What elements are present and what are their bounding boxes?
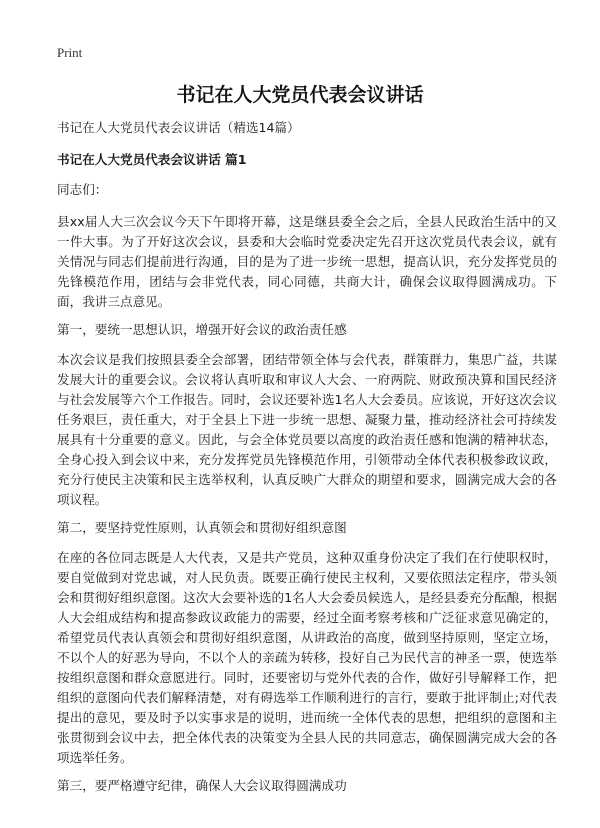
section-2-body: 在座的各位同志既是人大代表，又是共产党员，这种双重身份决定了我们在行使职权时，要自觉做到对党忠诚，对人民负责。既要正确行使民主权利，又要依照法定程序，带头领会和贯彻好组织意图。这次大会要补选的1名人大会委员候选人，是经县委充分酝酿，根据人大会组成结构和提高参政议政能力的需要，经过全面考察考核和广泛征求意见确定的，希望党员代表认真领会和贯彻好组织意图，从讲政治的高度，做到坚持原则，坚定立场，不以个人的好恶为导向，不以个人的亲疏为转移，投好自己为民代言的神圣一票，使选举按组织意图和群众意愿进行。同时，还要密切与党外代表的合作，做好引导解释工作，把组织的意图向代表们解释清楚，对有碍选举工作顺利进行的言行，要敢于批评制止;对代表提出的意见，要及时予以实事求是的说明，进而统一全体代表的思想，把组织的意图和主张贯彻到会议中去，把全体代表的决策变为全县人民的共同意志，确保圆满完成大会的各项选举任务。 — [57, 550, 557, 765]
section-1-body: 本次会议是我们按照县委全会部署，团结带领全体与会代表，群策群力，集思广益，共谋发展大计的重要会议。会议将认真听取和审议人大会、一府两院、财政预决算和国民经济与社会发展等六个工作报告。同时，会议还要补选1名人大会委员。应该说，开好这次会议任务艰巨，责任重大，对于全县上下进一步统一思想、凝聚力量，推动经济社会可持续发展具有十分重要的意义。因此，与会全体党员要以高度的政治责任感和饱满的精神状态，全身心投入到会议中来，充分发挥党员先锋模范作用，引领带动全体代表积极参政议政，充分行使民主决策和民主选举权利，认真反映广大群众的期望和要求，圆满完成大会的各项议程。 — [57, 352, 557, 507]
section-3-title: 第三，要严格遵守纪律，确保人大会议取得圆满成功 — [57, 778, 347, 793]
greeting: 同志们： — [57, 182, 108, 197]
document-body — [57, 118, 557, 806]
section-1-title: 第一，要统一思想认识，增强开好会议的政治责任感 — [57, 322, 347, 337]
print-label: Print — [57, 45, 83, 60]
intro-paragraph: 县xx届人大三次会议今天下午即将开幕，这是继县委全会之后，全县人民政治生活中的又一件大事。为了开好这次会议，县委和大会临时党委决定先召开这次党员代表会议，就有关情况与同志们提前进行沟通，目的是为了进一步统一思想，提高认识，充分发挥党员的先锋模范作用，团结与会非党代表，同心同德，共商大计，确保会议取得圆满成功。下面，我讲三点意见。 — [57, 214, 557, 309]
section-2-title: 第二，要坚持党性原则，认真领会和贯彻好组织意图 — [57, 520, 347, 535]
document-subtitle: 书记在人大党员代表会议讲话（精选14篇） — [57, 120, 300, 135]
article-heading: 书记在人大党员代表会议讲话 篇1 — [57, 152, 247, 167]
document-title: 书记在人大党员代表会议讲话 — [176, 84, 424, 106]
